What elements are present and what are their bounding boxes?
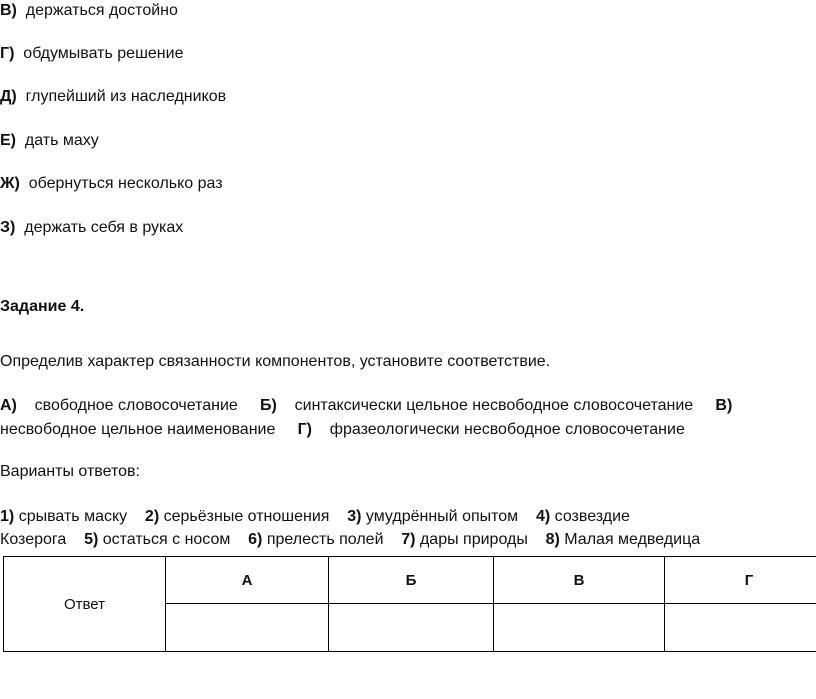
variant-num: 2): [144, 508, 160, 525]
answer-table: [3, 556, 816, 652]
answer-header-cell: А: [166, 557, 329, 604]
variant-text: прелесть полей: [266, 531, 384, 548]
option-letter: Д): [0, 88, 17, 105]
answer-header-cell: Г: [665, 557, 816, 604]
categories-line-1: [0, 396, 732, 416]
option-letter: З): [0, 219, 16, 236]
option-zh: [0, 174, 223, 194]
variant-num: 3): [347, 508, 362, 525]
category-text: свободное словосочетание: [34, 397, 238, 414]
answer-header-row: [4, 557, 816, 604]
category-letter: В): [715, 397, 733, 414]
variant-num: 4): [535, 508, 551, 525]
variant-text: срывать маску: [18, 508, 128, 525]
answer-cell[interactable]: [166, 604, 329, 652]
option-text: дать маху: [24, 132, 99, 149]
answer-row-label: Ответ: [4, 557, 166, 652]
option-e: [0, 131, 99, 151]
task-title: Задание 4.: [0, 298, 85, 315]
category-letter: Б): [260, 397, 277, 414]
variants-label: Варианты ответов:: [0, 463, 140, 480]
variant-num: 8): [545, 531, 560, 548]
answer-cell[interactable]: [665, 604, 816, 652]
option-letter: Ж): [0, 175, 20, 192]
category-text: фразеологически несвободное словосочетание: [329, 421, 685, 438]
task-instruction: Определив характер связанности компонентов, установите соответствие.: [0, 353, 551, 370]
category-letter: А): [0, 397, 17, 414]
variant-text: серьёзные отношения: [163, 508, 330, 525]
option-d: [0, 87, 226, 107]
option-letter: Г): [0, 45, 15, 62]
variant-text: Малая медведица: [564, 531, 701, 548]
category-letter: Г): [297, 421, 313, 438]
variant-num: 5): [84, 531, 99, 548]
variant-text: остаться с носом: [102, 531, 231, 548]
option-letter: В): [0, 2, 17, 19]
option-z: [0, 218, 183, 238]
answer-cell[interactable]: [329, 604, 494, 652]
option-text: держать себя в руках: [24, 219, 184, 236]
answer-header-cell: В: [494, 557, 665, 604]
category-text: несвободное цельное наименование: [0, 421, 276, 438]
option-text: обдумывать решение: [23, 45, 184, 62]
variant-text: дары природы: [419, 531, 528, 548]
option-text: обернуться несколько раз: [28, 175, 223, 192]
variant-text: умудрённый опытом: [365, 508, 519, 525]
answer-cell[interactable]: [494, 604, 665, 652]
variant-num: 6): [248, 531, 263, 548]
variant-text: созвездие: [554, 508, 630, 525]
category-text: синтаксически цельное несвободное словосочетание: [294, 397, 694, 414]
variant-num: 7): [401, 531, 416, 548]
variant-text: Козерога: [0, 531, 67, 548]
option-text: глупейший из наследников: [25, 88, 227, 105]
variant-num: 1): [0, 508, 15, 525]
option-g: [0, 44, 183, 64]
option-letter: Е): [0, 132, 16, 149]
variants-line-1: [0, 507, 630, 527]
option-text: держаться достойно: [25, 2, 178, 19]
variants-line-2: [0, 530, 700, 550]
answer-header-cell: Б: [329, 557, 494, 604]
option-v: [0, 1, 178, 21]
categories-line-2: [0, 420, 685, 440]
